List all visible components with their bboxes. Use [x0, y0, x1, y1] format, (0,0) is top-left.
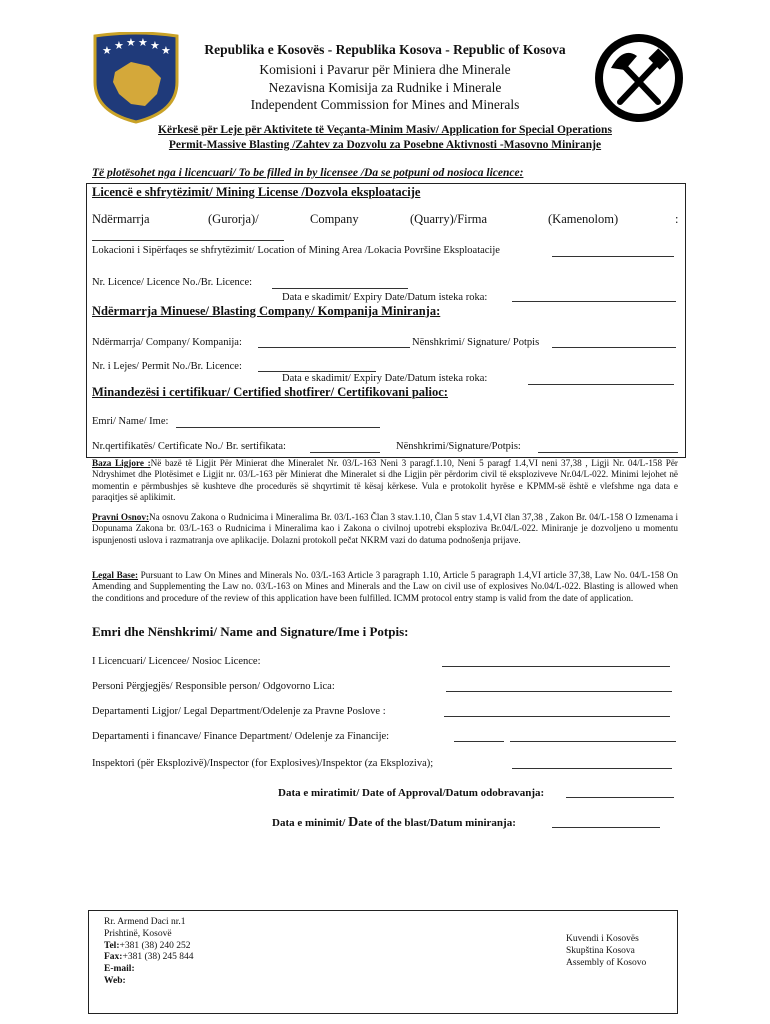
section-shotfirer: Minandezësi i certifikuar/ Certified shotfirer/ Certifikovani palioc:	[92, 385, 448, 399]
approval-date-field[interactable]	[566, 797, 674, 798]
sig-inspector-field[interactable]	[512, 768, 672, 769]
section-blasting-company: Ndërmarrja Minuese/ Blasting Company/ Kompanija Miniranja:	[92, 304, 441, 318]
header-commission-en: Independent Commission for Mines and Minerals	[250, 97, 520, 112]
company-field[interactable]	[92, 240, 284, 241]
shotfirer-name-label: Emri/ Name/ Ime:	[92, 416, 169, 427]
address-line-2: Prishtinë, Kosovë	[104, 928, 172, 939]
sig-legal-field[interactable]	[444, 716, 670, 717]
blast-date-label-c: ate of the blast/Datum miniranja:	[358, 817, 516, 829]
fax-value: +381 (38) 245 844	[122, 952, 194, 963]
header-republic: Republika e Kosovës - Republika Kosova - Republic of Kosova	[204, 42, 566, 57]
company-word-4: (Quarry)/Firma	[410, 212, 488, 226]
licence-expiry-field[interactable]	[512, 301, 676, 302]
svg-text:★: ★	[102, 44, 112, 57]
company-word-3: Company	[310, 212, 359, 226]
tel-value: +381 (38) 240 252	[119, 940, 191, 951]
blast-date-field[interactable]	[552, 827, 660, 828]
location-label: Lokacioni i Sipërfaqes se shfrytëzimit/ Location of Mining Area /Lokacia Površine Eksploatacije	[92, 245, 500, 256]
blast-signature-field[interactable]	[552, 347, 676, 348]
licence-no-label: Nr. Licence/ Licence No./Br. Licence:	[92, 277, 253, 288]
footer-fax	[104, 952, 194, 964]
licence-expiry-label: Data e skadimit/ Expiry Date/Datum isteka roka:	[282, 292, 488, 303]
email-label: E-mail:	[104, 964, 135, 975]
fax-label: Fax:	[104, 952, 123, 963]
legal-base-en-label: Legal Base:	[92, 570, 139, 580]
form-title-2: Permit-Massive Blasting /Zahtev za Dozvolu za Posebne Aktivnosti -Masovno Miniranje	[168, 139, 602, 151]
fill-note: Të plotësohet nga i licencuari/ To be filled in by licensee /Da se potpuni od nosioca licence:	[92, 167, 524, 179]
svg-text:★: ★	[114, 39, 124, 52]
section-mining-license: Licencë e shfrytëzimit/ Mining License /Dozvola eksploatacije	[92, 185, 421, 199]
sig-licencee-label: I Licencuari/ Licencee/ Nosioc Licence:	[92, 656, 261, 667]
svg-text:★: ★	[150, 39, 160, 52]
company-word-1: Ndërmarrja	[92, 212, 150, 226]
shotfirer-signature-field[interactable]	[538, 452, 678, 453]
sig-finance-label: Departamenti i financave/ Finance Department/ Odelenje za Financije:	[92, 731, 390, 742]
sig-legal-label: Departamenti Ligjor/ Legal Department/Odelenje za Pravne Poslove :	[92, 706, 386, 717]
certificate-no-field[interactable]	[310, 452, 380, 453]
legal-base-sq-text: Në bazë të Ligjit Për Minierat dhe Mineralet Nr. 03/L-163 Neni 3 paragf.1.10, Neni 5 paragf 1.4,VI neni 37,38 , Ligji Nr. 04/L-158 Për Ndryshimet dhe Plotësimet e Ligjit nr. 03/L-163 për Minierat dhe Mineralet si dhe Ligjin për përdorim civil të eksploziveve Nr.04/L-022. Minimi lejohet në momentin e përmbushjes së kushteve dhe procedurës së shqyrtimit të kësaj kërkese. Vula e protokolit hyrëse e KPMM-së është e vlefshme nga data e paraqitjes së aplikimit.	[92, 458, 678, 503]
footer-tel	[104, 941, 194, 953]
certificate-no-label: Nr.qertifikatës/ Certificate No./ Br. sertifikata:	[92, 441, 286, 452]
assembly-en: Assembly of Kosovo	[566, 957, 647, 968]
legal-base-en	[92, 570, 678, 604]
svg-text:★: ★	[138, 36, 148, 49]
header-commission-sr: Nezavisna Komisija za Rudnike i Minerale	[268, 80, 502, 95]
sig-licencee-field[interactable]	[442, 666, 670, 667]
permit-no-field[interactable]	[258, 371, 376, 372]
assembly-sr: Skupština Kosova	[566, 945, 635, 956]
footer-assembly	[566, 934, 646, 969]
blast-date-label-a: Data e minimit/	[272, 817, 349, 829]
web-label: Web:	[104, 975, 126, 986]
sig-finance-field-b[interactable]	[510, 741, 676, 742]
blast-company-field[interactable]	[258, 347, 410, 348]
shotfirer-name-field[interactable]	[176, 427, 380, 428]
sig-responsible-label: Personi Përgjegjës/ Responsible person/ Odgovorno Lica:	[92, 681, 335, 692]
company-word-2: (Gurorja)/	[208, 212, 259, 226]
legal-base-sq-label: Baza Ligjore :	[92, 458, 151, 468]
svg-text:★: ★	[126, 36, 136, 49]
approval-date-label: Data e miratimit/ Date of Approval/Datum odobravanja:	[278, 787, 545, 799]
blast-signature-label: Nënshkrimi/ Signature/ Potpis	[412, 337, 540, 348]
blast-company-label: Ndërmarrja/ Company/ Kompanija:	[92, 337, 242, 348]
permit-expiry-label: Data e skadimit/ Expiry Date/Datum isteka roka:	[282, 373, 488, 384]
sig-responsible-field[interactable]	[446, 691, 672, 692]
sig-finance-field-a[interactable]	[454, 741, 504, 742]
permit-expiry-field[interactable]	[528, 384, 674, 385]
legal-base-sr-label: Pravni Osnov:	[92, 512, 150, 522]
permit-no-label: Nr. i Lejes/ Permit No./Br. Licence:	[92, 361, 242, 372]
address-line-1: Rr. Armend Daci nr.1	[104, 917, 186, 927]
svg-text:★: ★	[161, 44, 171, 57]
assembly-sq: Kuvendi i Kosovës	[566, 934, 639, 944]
header-commission-sq: Komisioni i Pavarur për Miniera dhe Minerale	[259, 62, 511, 77]
signatures-heading: Emri dhe Nënshkrimi/ Name and Signature/Ime i Potpis:	[92, 624, 409, 639]
legal-base-sr-text: Na osnovu Zakona o Rudnicima i Mineralima Br. 03/L-163 Član 3 stav.1.10, Član 5 stav 1.4,VI član 37,38 , Zakon Br. 04/L-158 O Izmenama i Dopunama Zakona br. 03/L-163 o Rudnicima i Mineralima kao i Zakona o civilnoj upotrebi eksploziva Br.04/L-022. Miniranje je dozvoljeno u momentu ispunjenosti uslova i razmatranja ove aplikacije. Dolazni protokoll pečat NKRM vazi do datuma podnošenja prijave.	[92, 512, 678, 545]
shotfirer-signature-label: Nënshkrimi/Signature/Potpis:	[396, 441, 521, 452]
location-field[interactable]	[552, 256, 674, 257]
legal-base-en-text: Pursuant to Law On Mines and Minerals No. 03/L-163 Article 3 paragraph 1.10, Article 5 paragraph 1.4,VI article 37,38, Law No. 04/L-158 On Amending and Supplementing the Law no. 03/L-163 on Mines and Minerals and the Law on civil use of explosives No.04/L-022. Blasting is allowed when the conditions and procedure of the review of this application have been fulfilled. ICMM protocol entry stamp is valid from the date of application.	[92, 570, 678, 603]
legal-base-sr	[92, 512, 678, 546]
licence-no-field[interactable]	[272, 288, 408, 289]
legal-base-sq	[92, 458, 678, 504]
form-title-1: Kërkesë për Leje për Aktivitete të Veçanta-Minim Masiv/ Application for Special Operations	[158, 124, 612, 136]
blast-date-label-b: D	[348, 815, 359, 830]
company-word-5: (Kamenolom)	[548, 212, 619, 226]
tel-label: Tel:	[104, 940, 120, 951]
footer-address	[104, 917, 194, 988]
sig-inspector-label: Inspektori (për Eksplozivë)/Inspector (for Explosives)/Inspektor (za Eksploziva);	[92, 758, 434, 769]
company-word-6: :	[675, 212, 679, 226]
blast-date-label	[272, 815, 516, 831]
